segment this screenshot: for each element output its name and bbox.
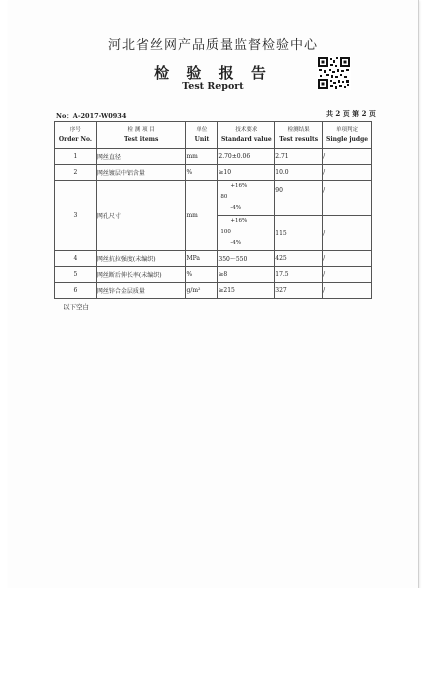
organization-name: 河北省丝网产品质量监督检验中心 <box>107 38 318 53</box>
cell-standard: 2.70±0.06 <box>218 149 275 165</box>
results-table <box>54 121 372 299</box>
cell-judge: / <box>323 181 372 216</box>
tolerance-plus: +16% <box>230 183 248 189</box>
cell-item: 网丝抗拉强度(未编织) <box>96 251 186 267</box>
cell-judge: / <box>323 216 372 251</box>
tolerance-plus: +16% <box>230 218 248 224</box>
table-header-row <box>55 122 372 149</box>
cell-order: 1 <box>55 149 97 165</box>
page-indicator: 共 2 页 第 2 页 <box>326 109 376 118</box>
cell-item: 网丝锌合金层质量 <box>96 283 186 299</box>
cell-standard-tolerance <box>218 181 275 216</box>
cell-order: 2 <box>55 165 97 181</box>
table-row <box>55 267 372 283</box>
report-page <box>8 0 419 589</box>
cell-standard: ≥10 <box>218 165 275 181</box>
cell-judge: / <box>323 283 372 299</box>
qr-code-icon <box>317 56 351 90</box>
cell-unit: % <box>186 165 218 181</box>
table-row <box>55 149 372 165</box>
cell-order: 5 <box>55 267 97 283</box>
tolerance-nominal: 80 <box>220 194 228 200</box>
table-row <box>55 165 372 181</box>
tolerance-minus: -4% <box>230 240 241 246</box>
cell-result: 425 <box>275 251 323 267</box>
cell-result: 327 <box>275 283 323 299</box>
header-order: 序号 Order No. <box>55 122 97 149</box>
table-row <box>55 283 372 299</box>
tolerance-nominal: 100 <box>220 229 231 235</box>
report-title-en: Test Report <box>182 81 244 92</box>
cell-standard: ≥8 <box>218 267 275 283</box>
report-number: No：A-2017-W0934 <box>56 112 127 120</box>
cell-unit: mm <box>186 149 218 165</box>
cell-standard-tolerance <box>218 216 275 251</box>
cell-judge: / <box>323 267 372 283</box>
tolerance-minus: -4% <box>230 205 241 211</box>
cell-standard: 350～550 <box>218 251 275 267</box>
cell-unit: mm <box>186 181 218 251</box>
cell-result: 17.5 <box>275 267 323 283</box>
cell-judge: / <box>323 165 372 181</box>
cell-result: 2.71 <box>275 149 323 165</box>
end-of-report-note: 以下空白 <box>63 303 89 311</box>
cell-judge: / <box>323 149 372 165</box>
cell-item: 网丝镀层中铝含量 <box>96 165 186 181</box>
cell-judge: / <box>323 251 372 267</box>
cell-result: 90 <box>275 181 323 216</box>
cell-result: 10.0 <box>275 165 323 181</box>
cell-item: 网丝断后伸长率(未编织) <box>96 267 186 283</box>
cell-item: 网丝直径 <box>96 149 186 165</box>
cell-unit: % <box>186 267 218 283</box>
cell-unit: MPa <box>186 251 218 267</box>
table-row <box>55 181 372 216</box>
cell-standard: ≥215 <box>218 283 275 299</box>
cell-unit: g/m² <box>186 283 218 299</box>
report-title-cn: 检 验 报 告 <box>154 64 272 82</box>
header-unit: 单位 Unit <box>186 122 218 149</box>
cell-order: 6 <box>55 283 97 299</box>
cell-item: 网孔尺寸 <box>96 181 186 251</box>
header-judge: 单项判定 Single judge <box>323 122 372 149</box>
page-background <box>0 588 424 700</box>
cell-order: 3 <box>55 181 97 251</box>
header-result: 检测结果 Test results <box>275 122 323 149</box>
table-row <box>55 251 372 267</box>
header-standard: 技术要求 Standard value <box>218 122 275 149</box>
cell-order: 4 <box>55 251 97 267</box>
cell-result: 115 <box>275 216 323 251</box>
header-item: 检 测 项 目 Test items <box>96 122 186 149</box>
